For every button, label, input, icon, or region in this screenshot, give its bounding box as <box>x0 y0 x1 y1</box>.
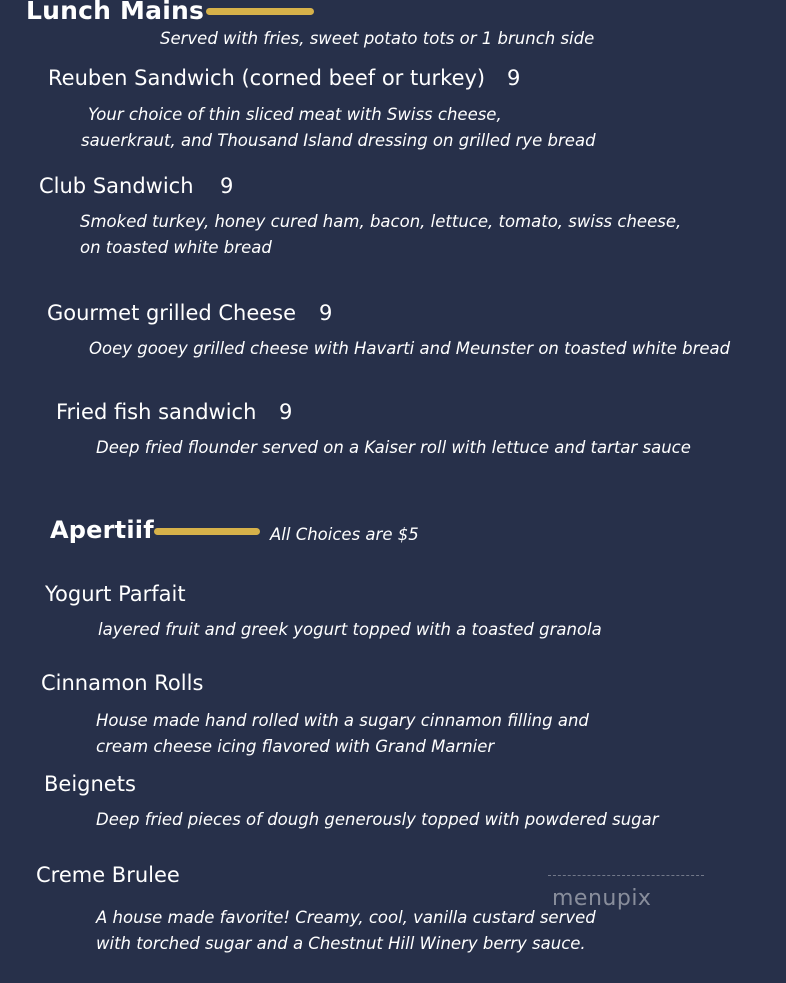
menu-item-description: House made hand rolled with a sugary cinnamon filling and <box>96 711 589 730</box>
menu-item-price: 9 <box>279 400 293 424</box>
menu-item-name: Creme Brulee <box>36 863 180 887</box>
menu-item-name: Beignets <box>44 772 136 796</box>
menu-item-description: Your choice of thin sliced meat with Swiss cheese, <box>88 105 502 124</box>
menu-item-name: Gourmet grilled Cheese <box>47 301 297 325</box>
menu-item-description: Deep fried flounder served on a Kaiser roll with lettuce and tartar sauce <box>96 438 691 457</box>
menu-item-description: Smoked turkey, honey cured ham, bacon, lettuce, tomato, swiss cheese, <box>80 212 682 231</box>
menu-item-description: cream cheese icing flavored with Grand Marnier <box>96 737 495 756</box>
menu-item-name: Fried fish sandwich <box>56 400 257 424</box>
menu-item-description: on toasted white bread <box>80 238 272 257</box>
apertif-title-underline <box>154 528 260 535</box>
lunch-section-title: Lunch Mains <box>26 0 205 25</box>
menu-item-description: A house made favorite! Creamy, cool, vanilla custard served <box>96 908 596 927</box>
menu-item-price: 9 <box>319 301 333 325</box>
menu-item-description: layered fruit and greek yogurt topped with a toasted granola <box>98 620 602 639</box>
lunch-subtitle: Served with fries, sweet potato tots or 1 brunch side <box>160 29 595 48</box>
menu-item-description: with torched sugar and a Chestnut Hill Winery berry sauce. <box>96 934 586 953</box>
menupix-watermark <box>548 875 704 928</box>
apertif-section-title: Apertiif <box>50 516 154 544</box>
lunch-title-underline <box>206 8 314 15</box>
menu-item-name: Cinnamon Rolls <box>41 671 204 695</box>
menu-item-name: Club Sandwich <box>39 174 194 198</box>
menu-item-description: Ooey gooey grilled cheese with Havarti and Meunster on toasted white bread <box>89 339 731 358</box>
watermark-text: menupix <box>552 886 652 911</box>
menu-item-description: Deep fried pieces of dough generously topped with powdered sugar <box>96 810 659 829</box>
menu-item-name: Reuben Sandwich (corned beef or turkey) <box>48 66 486 90</box>
menu-item-price: 9 <box>220 174 234 198</box>
menu-item-description: sauerkraut, and Thousand Island dressing on grilled rye bread <box>81 131 596 150</box>
menu-item-price: 9 <box>507 66 521 90</box>
menu-item-name: Yogurt Parfait <box>45 582 186 606</box>
apertif-price-note: All Choices are $5 <box>270 525 419 544</box>
